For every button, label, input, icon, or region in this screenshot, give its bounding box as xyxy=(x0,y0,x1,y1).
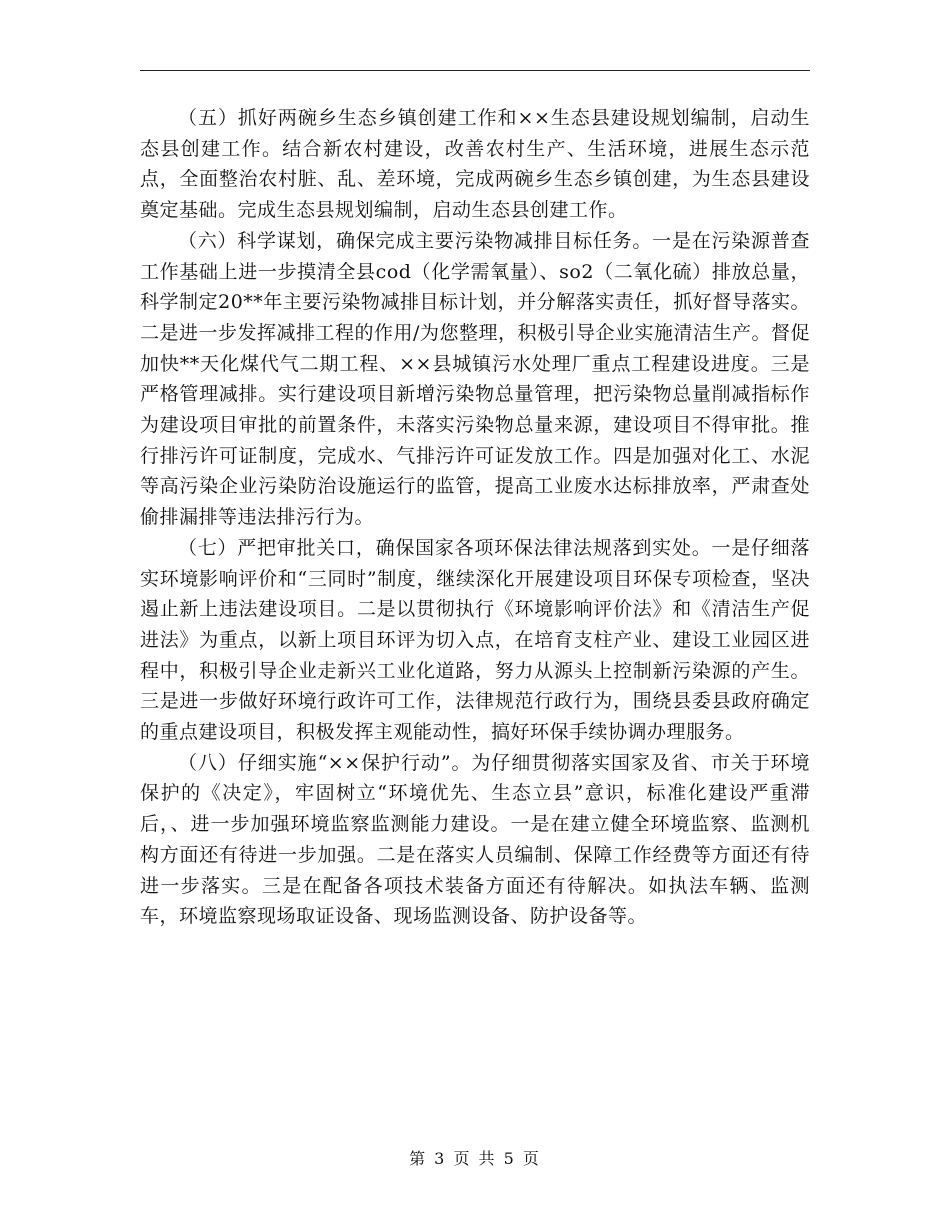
paragraph-5: （五）抓好两碗乡生态乡镇创建工作和××生态县建设规划编制，启动生态县创建工作。结合新农村建设，改善农村生产、生活环境，进展生态示范点，全面整治农村脏、乱、差环境，完成两碗乡生态乡镇创建，为生态县建设奠定基础。完成生态县规划编制，启动生态县创建工作。 xyxy=(140,107,810,222)
document-body xyxy=(140,103,810,932)
paragraph-8: （八）仔细实施“××保护行动”。为仔细贯彻落实国家及省、市关于环境保护的《决定》，牢固树立“环境优先、生态立县”意识，标准化建设严重滞后，、进一步加强环境监察监测能力建设。一是在建立健全环境监察、监测机构方面还有待进一步加强。二是在落实人员编制、保障工作经费等方面还有待进一步落实。三是在配备各项技术装备方面还有待解决。如执法车辆、监测车，环境监察现场取证设备、现场监测设备、防护设备等。 xyxy=(140,751,810,928)
paragraph-7: （七）严把审批关口，确保国家各项环保法律法规落到实处。一是仔细落实环境影响评价和“三同时”制度，继续深化开展建设项目环保专项检查，坚决遏止新上违法建设项目。二是以贯彻执行《环境影响评价法》和《清洁生产促进法》为重点，以新上项目环评为切入点，在培育支柱产业、建设工业园区进程中，积极引导企业走新兴工业化道路，努力从源头上控制新污染源的产生。三是进一步做好环境行政许可工作，法律规范行政行为，围绕县委县政府确定的重点建设项目，积极发挥主观能动性，搞好环保手续协调办理服务。 xyxy=(140,536,810,744)
page-number-footer: 第 3 页 共 5 页 xyxy=(409,1149,541,1168)
header-rule xyxy=(140,70,810,71)
paragraph-6: （六）科学谋划，确保完成主要污染物减排目标任务。一是在污染源普查工作基础上进一步摸清全县cod（化学需氧量）、so2（二氧化硫）排放总量，科学制定20**年主要污染物减排目标计划，并分解落实责任，抓好督导落实。二是进一步发挥减排工程的作用/为您整理，积极引导企业实施清洁生产。督促加快**天化煤代气二期工程、××县城镇污水处理厂重点工程建设进度。三是严格管理减排。实行建设项目新增污染物总量管理，把污染物总量削减指标作为建设项目审批的前置条件，未落实污染物总量来源，建设项目不得审批。推行排污许可证制度，完成水、气排污许可证发放工作。四是加强对化工、水泥等高污染企业污染防治设施运行的监管，提高工业废水达标排放率，严肃查处偷排漏排等违法排污行为。 xyxy=(140,229,810,529)
